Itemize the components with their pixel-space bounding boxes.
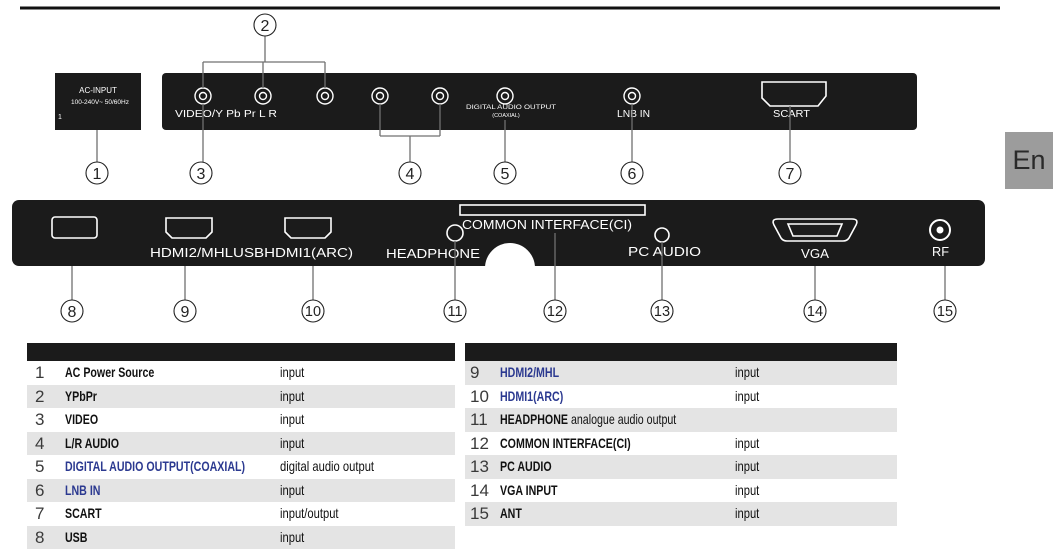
ac-input-panel	[55, 73, 141, 130]
connector-type: input	[735, 364, 760, 380]
row-number: 2	[35, 386, 45, 406]
connector-type: input	[280, 364, 305, 380]
table-row	[27, 408, 455, 432]
table-row	[27, 455, 455, 479]
callout-12	[544, 300, 566, 322]
connector-name: VIDEO	[65, 411, 99, 427]
connector-name: PC AUDIO	[500, 458, 552, 474]
row-number: 10	[470, 386, 489, 406]
row-number: 12	[470, 433, 489, 453]
callout-number: 4	[405, 166, 415, 183]
table-row	[27, 526, 455, 550]
table-row	[27, 385, 455, 409]
ac-input-index: 1	[58, 114, 62, 121]
row-number: 15	[470, 504, 489, 523]
connector-name-cell	[500, 479, 558, 503]
ac-input-rating: 100-240V~ 50/60Hz	[70, 99, 130, 106]
connector-name-cell	[500, 502, 522, 526]
connector-name: ANT	[500, 505, 522, 521]
headphone-label: HEADPHONE	[386, 246, 481, 261]
connector-name: AC Power Source	[65, 364, 155, 380]
callout-6	[621, 162, 643, 184]
connector-name: SCART	[65, 505, 102, 521]
callout-number: 3	[196, 166, 206, 183]
connector-type: input	[280, 387, 305, 404]
callout-number: 1	[92, 166, 102, 183]
table-row	[465, 361, 897, 385]
table-row	[465, 432, 897, 456]
callout-number: 9	[180, 304, 190, 321]
table-row	[27, 479, 455, 503]
callout-number: 11	[447, 304, 463, 320]
ac-input-title: AC-INPUT	[79, 86, 117, 95]
connector-name: LNB IN	[65, 481, 101, 498]
row-number: 3	[35, 410, 45, 429]
connector-name: HDMI1(ARC)	[500, 387, 564, 404]
connector-name-cell	[65, 361, 154, 385]
language-tab: En	[1005, 132, 1053, 189]
connector-name: VGA INPUT	[500, 481, 558, 498]
callout-14	[804, 300, 826, 322]
connector-name-suffix: analogue audio output	[570, 411, 677, 427]
connector-type: input	[735, 434, 760, 451]
row-number: 6	[35, 480, 45, 500]
row-number: 4	[35, 433, 45, 453]
callout-11	[444, 300, 466, 322]
connector-table-left	[27, 343, 455, 549]
table-row	[27, 361, 455, 385]
connector-type: input	[280, 481, 305, 498]
connector-name-cell	[500, 432, 631, 456]
callout-number: 12	[546, 304, 564, 320]
row-number: 5	[35, 457, 45, 476]
row-number: 8	[35, 527, 45, 547]
coaxial-label: (COAXIAL)	[492, 113, 520, 119]
connector-name: HEADPHONE	[500, 411, 568, 427]
callout-number: 5	[500, 166, 510, 183]
callout-9	[174, 300, 196, 322]
table-header-bar	[27, 343, 455, 361]
connector-name-cell	[500, 455, 552, 479]
row-number: 14	[470, 480, 489, 500]
callout-8	[61, 300, 83, 322]
callout-13	[651, 300, 673, 322]
connector-name-cell	[65, 455, 245, 479]
connector-name: DIGITAL AUDIO OUTPUT(COAXIAL)	[65, 458, 246, 474]
connector-type: input	[735, 481, 760, 498]
row-number: 1	[35, 363, 45, 382]
connector-table-right	[465, 343, 897, 526]
callout-number: 14	[806, 304, 824, 320]
connector-name-cell	[65, 432, 119, 456]
scart-label: SCART	[773, 109, 810, 120]
connector-name: YPbPr	[65, 387, 97, 404]
connector-type: input	[735, 387, 760, 404]
connector-type: input	[280, 411, 305, 427]
table-row	[27, 432, 455, 456]
connector-name-cell	[65, 526, 87, 550]
connector-name: HDMI2/MHL	[500, 364, 560, 380]
row-number: 7	[35, 504, 45, 523]
callout-15	[934, 300, 956, 322]
connector-name-cell	[65, 408, 98, 432]
panel-notch	[485, 243, 535, 293]
table-row	[465, 408, 897, 432]
callout-5	[494, 162, 516, 184]
callout-4	[399, 162, 421, 184]
video-ypbpr-lr-label: VIDEO/Y Pb Pr L R	[175, 109, 277, 120]
table-row	[27, 502, 455, 526]
callout-10	[302, 300, 324, 322]
connector-name-cell	[65, 385, 97, 409]
callout-2	[254, 14, 276, 36]
connector-name-cell	[65, 502, 102, 526]
connector-name-cell	[65, 479, 100, 503]
connector-type: input	[280, 528, 305, 545]
table-row	[465, 502, 897, 526]
callout-1	[86, 162, 108, 184]
table-row	[465, 479, 897, 503]
connector-type: input	[735, 505, 760, 521]
lnb-in-label: LNB IN	[617, 109, 650, 120]
connector-name-cell	[500, 361, 559, 385]
callout-number: 15	[936, 304, 954, 320]
connector-type: input	[280, 434, 305, 451]
bottom-connector-panel	[12, 200, 985, 293]
callout-number: 13	[653, 304, 671, 320]
callout-number: 8	[67, 304, 77, 321]
connector-name-cell	[500, 408, 676, 432]
digital-audio-output-label: DIGITAL AUDIO OUTPUT	[466, 105, 557, 111]
callout-number: 6	[627, 166, 637, 183]
connector-name-cell	[500, 385, 563, 409]
table-header-bar	[465, 343, 897, 361]
vga-label: VGA	[801, 246, 830, 261]
connector-name: COMMON INTERFACE(CI)	[500, 434, 631, 451]
top-connector-panel	[162, 73, 917, 130]
connector-type: digital audio output	[280, 458, 375, 474]
row-number: 11	[470, 410, 488, 429]
table-row	[465, 385, 897, 409]
row-number: 9	[470, 363, 480, 382]
table-row	[465, 455, 897, 479]
table-body	[27, 361, 455, 549]
callout-number: 2	[260, 18, 270, 35]
row-number: 13	[470, 457, 489, 476]
common-interface-label: COMMON INTERFACE(CI)	[462, 217, 632, 232]
callout-number: 7	[785, 166, 795, 183]
table-body	[465, 361, 897, 526]
connector-type: input	[735, 458, 760, 474]
hdmi-usb-label: HDMI2/MHLUSBHDMI1(ARC)	[150, 245, 353, 260]
connector-name: L/R AUDIO	[65, 434, 119, 451]
callout-7	[779, 162, 801, 184]
callout-number: 10	[304, 304, 322, 320]
pc-audio-label: PC AUDIO	[628, 244, 701, 259]
callout-3	[190, 162, 212, 184]
connector-name: USB	[65, 528, 88, 545]
rf-label: RF	[932, 244, 950, 259]
connector-type: input/output	[280, 505, 339, 521]
